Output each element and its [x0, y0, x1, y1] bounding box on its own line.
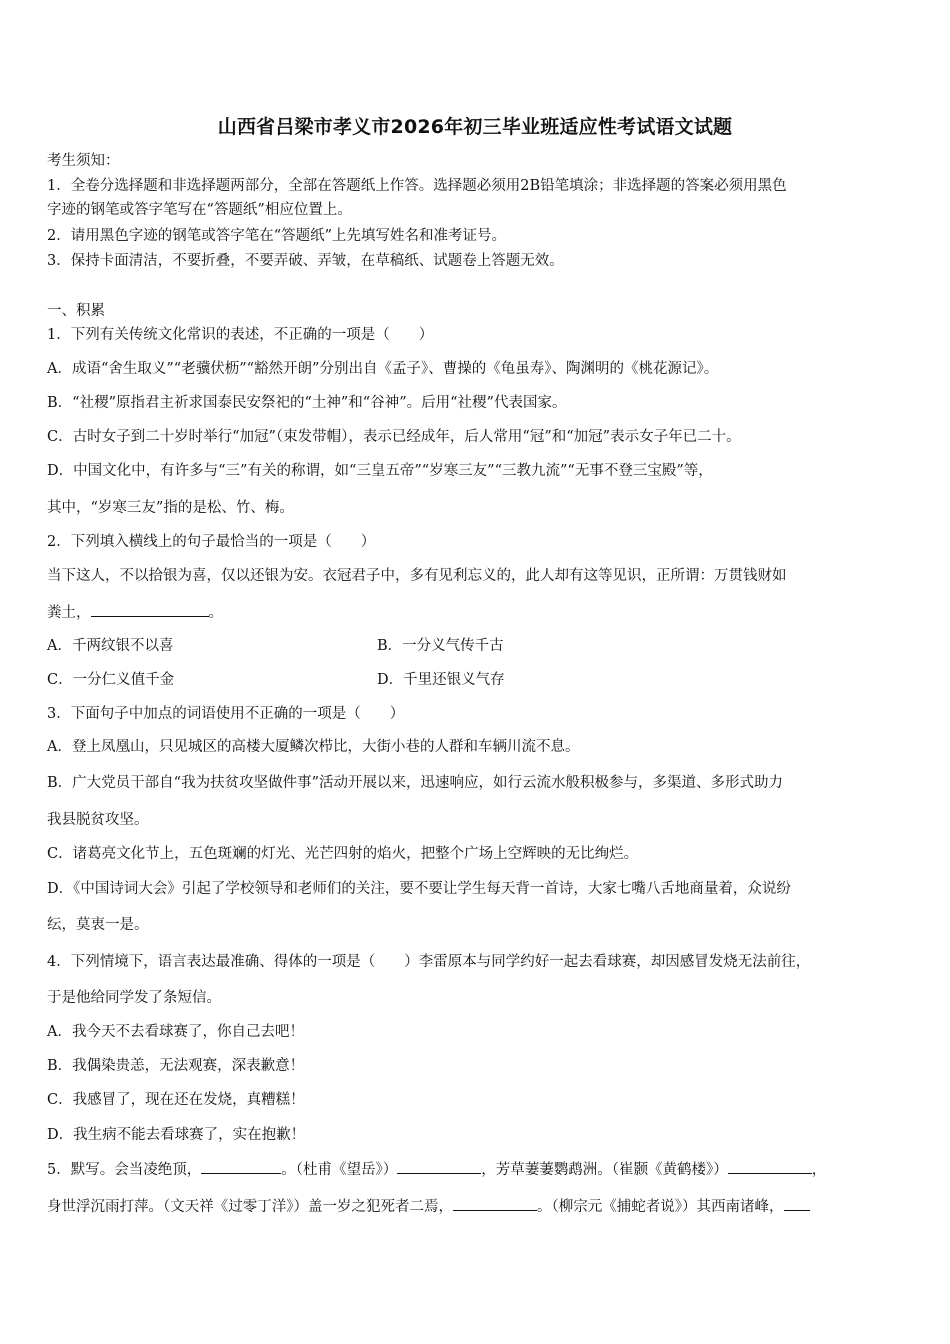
question-2-text-cont [47, 602, 223, 623]
answer-blank [453, 1196, 537, 1211]
answer-blank [397, 1159, 481, 1174]
question-2-option-a: A．千两纹银不以喜 [47, 638, 174, 654]
notice-item: 2．请用黑色字迹的钢笔或答字笔在“答题纸”上先填写姓名和准考证号。 [47, 228, 507, 244]
question-2-text-end: 。 [208, 605, 223, 621]
answer-blank [91, 602, 209, 617]
notice-item: 3．保持卡面清洁，不要折叠，不要弄破、弄皱，在草稿纸、试题卷上答题无效。 [47, 253, 564, 269]
question-2-option-c: C．一分仁义值千金 [47, 672, 175, 688]
question-4-option-d: D．我生病不能去看球赛了，实在抱歉！ [47, 1127, 306, 1143]
question-3-stem: 3．下面句子中加点的词语使用不正确的一项是（ ） [47, 706, 405, 722]
question-2-text: 当下这人，不以拾银为喜，仅以还银为安。衣冠君子中，多有见利忘义的，此人却有这等见识，正所谓：万贯钱财如 [47, 568, 787, 584]
question-5-text: 身世浮沉雨打萍。（文天祥《过零丁洋》）盖一岁之犯死者二焉， [47, 1199, 453, 1215]
question-5-text: 5．默写。会当凌绝顶， [47, 1162, 202, 1178]
notice-item: 字迹的钢笔或答字笔写在“答题纸”相应位置上。 [47, 202, 352, 218]
answer-blank [728, 1159, 812, 1174]
question-3-option-a: A．登上凤凰山，只见城区的高楼大厦鳞次栉比，大街小巷的人群和车辆川流不息。 [47, 739, 580, 755]
question-2-option-b: B．一分义气传千古 [377, 638, 504, 654]
notice-item: 1．全卷分选择题和非选择题两部分，全部在答题纸上作答。选择题必须用2B铅笔填涂；非选择题的答案必须用黑色 [47, 178, 787, 194]
question-1-stem: 1．下列有关传统文化常识的表述，不正确的一项是（ ） [47, 327, 434, 343]
question-1-option-b: B．“社稷”原指君主祈求国泰民安祭祀的“土神”和“谷神”。后用“社稷”代表国家。 [47, 395, 567, 411]
question-3-option-d-cont: 纭，莫衷一是。 [47, 917, 149, 933]
question-5-text: ，芳草萋萋鹦鹉洲。（崔颢《黄鹤楼》） [481, 1162, 728, 1178]
question-1-option-a: A．成语“舍生取义”“老骥伏枥”“豁然开朗”分别出自《孟子》、曹操的《龟虽寿》、陶渊明的《桃花源记》。 [47, 361, 719, 377]
question-2-stem: 2．下列填入横线上的句子最恰当的一项是（ ） [47, 534, 376, 550]
question-3-option-d: D．《中国诗词大会》引起了学校领导和老师们的关注，要不要让学生每天背一首诗，大家七嘴八舌地商量着，众说纷 [47, 881, 791, 897]
question-4-option-b: B．我偶染贵恙，无法观赛，深表歉意！ [47, 1058, 305, 1074]
question-5-line-1 [47, 1159, 826, 1180]
question-2-text-start: 粪土， [47, 605, 91, 621]
question-5-text: 。（杜甫《望岳》） [281, 1162, 398, 1178]
question-4-option-c: C．我感冒了，现在还在发烧，真糟糕！ [47, 1092, 305, 1108]
notice-heading: 考生须知： [47, 153, 120, 169]
question-1-option-d: D．中国文化中，有许多与“三”有关的称谓，如“三皇五帝”“岁寒三友”“三教九流”“无事不登三宝殿”等， [47, 463, 713, 479]
question-5-text: 。（柳宗元《捕蛇者说》）其西南诸峰， [537, 1199, 784, 1215]
exam-title: 山西省吕梁市孝义市2026年初三毕业班适应性考试语文试题 [217, 116, 733, 138]
question-4-option-a: A．我今天不去看球赛了，你自己去吧！ [47, 1024, 304, 1040]
question-2-option-d: D．千里还银义气存 [377, 672, 505, 688]
answer-blank [784, 1196, 810, 1211]
question-1-option-d-cont: 其中，“岁寒三友”指的是松、竹、梅。 [47, 500, 294, 516]
question-5-text: ， [811, 1162, 827, 1178]
question-3-option-b: B．广大党员干部自“我为扶贫攻坚做件事”活动开展以来，迅速响应，如行云流水般积极参与，多渠道、多形式助力 [47, 775, 783, 791]
answer-blank [201, 1159, 281, 1174]
question-1-option-c: C．古时女子到二十岁时举行“加冠”（束发带帽），表示已经成年，后人常用“冠”和“加冠”表示女子年已二十。 [47, 429, 741, 445]
question-4-stem: 4．下列情境下，语言表达最准确、得体的一项是（ ）李雷原本与同学约好一起去看球赛，却因感冒发烧无法前往， [47, 954, 811, 970]
question-3-option-b-cont: 我县脱贫攻坚。 [47, 812, 149, 828]
question-5-line-2 [47, 1196, 810, 1217]
section-heading: 一、积累 [47, 303, 105, 319]
question-4-stem-cont: 于是他给同学发了条短信。 [47, 990, 221, 1006]
question-3-option-c: C．诸葛亮文化节上，五色斑斓的灯光、光芒四射的焰火，把整个广场上空辉映的无比绚烂。 [47, 846, 639, 862]
